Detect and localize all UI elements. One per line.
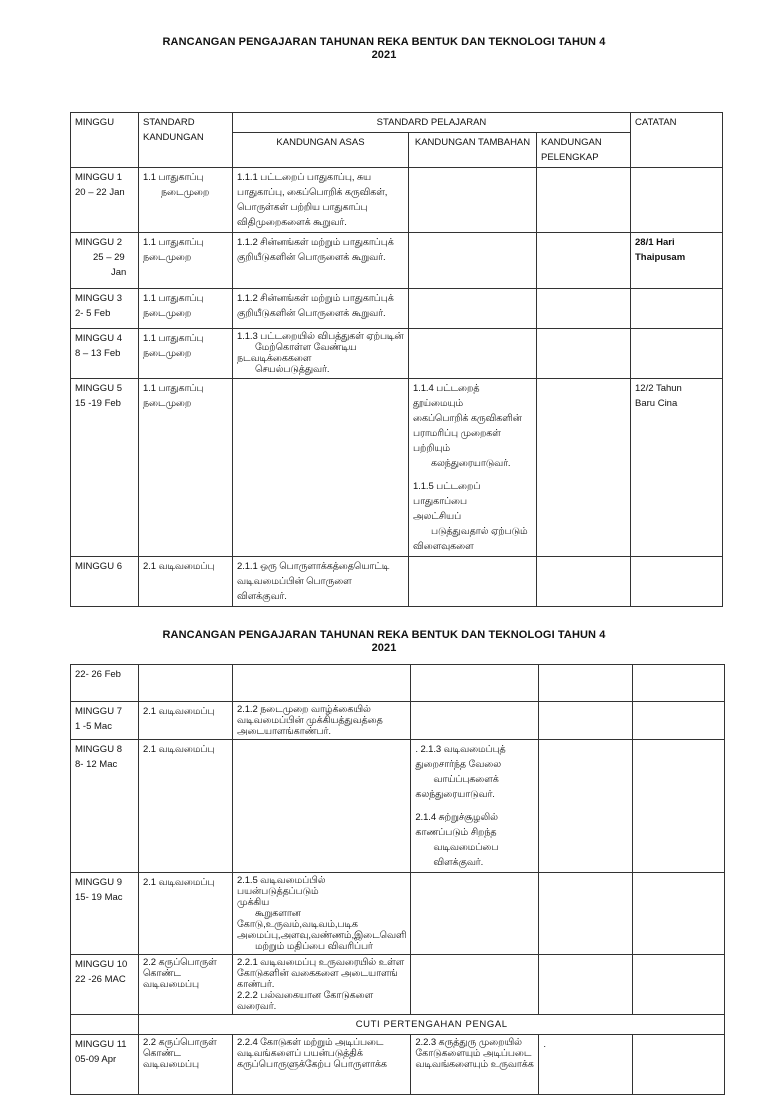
catatan-cell (631, 329, 723, 379)
standard-kandungan-cell (139, 665, 233, 702)
standard-kandungan-cell: 1.1 பாதுகாப்பு நடைமுறை (139, 233, 233, 289)
table-row (71, 168, 723, 233)
kandungan-pelengkap-cell (539, 873, 633, 955)
week-cell: MINGGU 11 05-09 Apr (71, 1035, 139, 1095)
catatan-cell (631, 289, 723, 329)
kandungan-tambahan-cell (409, 233, 537, 289)
kandungan-asas-cell: 2.2.4 கோடுகள் மற்றும் அடிப்படை வடிவங்களைப் பயன்படுத்திக் கருப்பொருளுக்கேற்ப பொருளாக்க (233, 1035, 411, 1095)
page-title (0, 36, 768, 62)
catatan-cell (633, 665, 725, 702)
week-cell: MINGGU 2 25 – 29 Jan (71, 233, 139, 289)
header-catatan: CATATAN (631, 113, 723, 168)
kandungan-tambahan-cell (411, 665, 539, 702)
holiday-band: CUTI PERTENGAHAN PENGAL (139, 1015, 725, 1035)
week-cell: MINGGU 5 15 -19 Feb (71, 379, 139, 557)
kandungan-asas-cell: 1.1.3 பட்டறையில் விபத்துகள் ஏற்படின் மேற்கொள்ள வேண்டிய நடவடிக்கைகளை செயல்படுத்துவர். (233, 329, 409, 379)
kandungan-asas-cell: 1.1.1 பட்டறைப் பாதுகாப்பு, சுய பாதுகாப்பு, கைப்பொறிக் கருவிகள், பொருள்கள் பற்றிய பாதுகாப்பு விதிமுறைகளைக் கூறுவர். (233, 168, 409, 233)
catatan-cell (633, 702, 725, 740)
standard-kandungan-cell: 1.1 பாதுகாப்பு நடைமுறை (139, 168, 233, 233)
week-cell: MINGGU 10 22 -26 MAC (71, 955, 139, 1015)
document-year: 2021 (371, 49, 397, 61)
table-row (71, 665, 725, 702)
catatan-cell: 12/2 Tahun Baru Cina (631, 379, 723, 557)
table-row (71, 233, 723, 289)
document-title: RANCANGAN PENGAJARAN TAHUNAN REKA BENTUK DAN TEKNOLOGI TAHUN 4 (162, 629, 606, 641)
kandungan-asas-cell (233, 740, 411, 873)
standard-kandungan-cell: 2.2 கருப்பொருள் கொண்ட வடிவமைப்பு (139, 1035, 233, 1095)
catatan-cell (631, 168, 723, 233)
plan-table-page-1 (70, 112, 723, 607)
catatan-cell: 28/1 Hari Thaipusam (631, 233, 723, 289)
week-cell: MINGGU 4 8 – 13 Feb (71, 329, 139, 379)
header-kandungan-pelengkap: KANDUNGAN PELENGKAP (537, 133, 631, 168)
catatan-cell (633, 955, 725, 1015)
table-row (71, 702, 725, 740)
page-title (0, 629, 768, 655)
header-kandungan-asas: KANDUNGAN ASAS (233, 133, 409, 168)
kandungan-asas-cell: 1.1.2 சின்னங்கள் மற்றும் பாதுகாப்புக் குறியீடுகளின் பொருளைக் கூறுவர். (233, 233, 409, 289)
catatan-cell (633, 740, 725, 873)
week-cell: MINGGU 1 20 – 22 Jan (71, 168, 139, 233)
kandungan-pelengkap-cell (537, 329, 631, 379)
kandungan-tambahan-cell (409, 557, 537, 607)
plan-table-page-2 (70, 664, 725, 1095)
standard-kandungan-cell: 2.1 வடிவமைப்பு (139, 557, 233, 607)
kandungan-pelengkap-cell (539, 955, 633, 1015)
standard-kandungan-cell: 2.1 வடிவமைப்பு (139, 740, 233, 873)
kandungan-tambahan-cell (409, 289, 537, 329)
header-minggu: MINGGU (71, 113, 139, 168)
table-row (71, 329, 723, 379)
kandungan-asas-cell (233, 379, 409, 557)
table-row (71, 289, 723, 329)
week-cell: MINGGU 3 2- 5 Feb (71, 289, 139, 329)
kandungan-tambahan-cell (411, 955, 539, 1015)
week-cell (71, 1015, 139, 1035)
kandungan-pelengkap-cell (539, 665, 633, 702)
catatan-cell (631, 557, 723, 607)
table-row (71, 1015, 725, 1035)
table-row (71, 557, 723, 607)
week-cell: MINGGU 7 1 -5 Mac (71, 702, 139, 740)
standard-kandungan-cell: 1.1 பாதுகாப்பு நடைமுறை (139, 329, 233, 379)
standard-kandungan-cell: 2.1 வடிவமைப்பு (139, 702, 233, 740)
kandungan-pelengkap-cell (537, 289, 631, 329)
standard-kandungan-cell: 2.2 கருப்பொருள் கொண்ட வடிவமைப்பு (139, 955, 233, 1015)
kandungan-pelengkap-cell: . (539, 1035, 633, 1095)
week-cell: MINGGU 6 (71, 557, 139, 607)
catatan-cell (633, 873, 725, 955)
kandungan-pelengkap-cell (537, 168, 631, 233)
kandungan-pelengkap-cell (537, 557, 631, 607)
kandungan-asas-cell: 2.1.2 நடைமுறை வாழ்க்கையில் வடிவமைப்பின் முக்கியத்துவத்தை அடையாளங்காண்பர். (233, 702, 411, 740)
header-kandungan-tambahan: KANDUNGAN TAMBAHAN (409, 133, 537, 168)
table-row (71, 1035, 725, 1095)
header-standard-kandungan: STANDARD KANDUNGAN (139, 113, 233, 168)
kandungan-pelengkap-cell (539, 740, 633, 873)
week-cell: MINGGU 9 15- 19 Mac (71, 873, 139, 955)
kandungan-tambahan-cell: 1.1.4 பட்டறைத் தூய்மையும் கைப்பொறிக் கருவிகளின் பராமரிப்பு முறைகள் பற்றியும் கலந்துரையாடுவர். 1.1.5 பட்டறைப் பாதுகாப்பை அலட்சியப் படுத்துவதால் ஏற்படும் விளைவுகளை (409, 379, 537, 557)
document-title: RANCANGAN PENGAJARAN TAHUNAN REKA BENTUK DAN TEKNOLOGI TAHUN 4 (162, 36, 606, 48)
standard-kandungan-cell: 2.1 வடிவமைப்பு (139, 873, 233, 955)
kandungan-tambahan-cell (411, 873, 539, 955)
kandungan-asas-cell: 2.2.1 வடிவமைப்பு உருவரையில் உள்ள கோடுகளின் வகைகளை அடையாளங் காண்பர். 2.2.2 பல்வகையான கோடுகளை வரைவர். (233, 955, 411, 1015)
kandungan-pelengkap-cell (539, 702, 633, 740)
standard-kandungan-cell: 1.1 பாதுகாப்பு நடைமுறை (139, 379, 233, 557)
kandungan-asas-cell (233, 665, 411, 702)
standard-kandungan-cell: 1.1 பாதுகாப்பு நடைமுறை (139, 289, 233, 329)
catatan-cell (633, 1035, 725, 1095)
week-cell: 22- 26 Feb (71, 665, 139, 702)
document-year: 2021 (371, 642, 397, 654)
kandungan-tambahan-cell: . 2.1.3 வடிவமைப்புத் துறைசார்ந்த வேலை வாய்ப்புகளைக் கலந்துரையாடுவர். 2.1.4 சுற்றுச்சூழலில் காணப்படும் சிறந்த வடிவமைப்பை விளக்குவர். (411, 740, 539, 873)
kandungan-pelengkap-cell (537, 379, 631, 557)
week-cell: MINGGU 8 8- 12 Mac (71, 740, 139, 873)
kandungan-tambahan-cell (411, 702, 539, 740)
kandungan-asas-cell: 2.1.1 ஒரு பொருளாக்கத்தையொட்டி வடிவமைப்பின் பொருளை விளக்குவர். (233, 557, 409, 607)
table-row (71, 955, 725, 1015)
header-standard-pelajaran: STANDARD PELAJARAN (233, 113, 631, 133)
kandungan-pelengkap-cell (537, 233, 631, 289)
kandungan-asas-cell: 1.1.2 சின்னங்கள் மற்றும் பாதுகாப்புக் குறியீடுகளின் பொருளைக் கூறுவர். (233, 289, 409, 329)
table-row (71, 740, 725, 873)
kandungan-tambahan-cell (409, 329, 537, 379)
kandungan-tambahan-cell: 2.2.3 கருத்துரு முறையில் கோடுகளையும் அடிப்படை வடிவங்களையும் உருவாக்க (411, 1035, 539, 1095)
kandungan-tambahan-cell (409, 168, 537, 233)
table-row (71, 873, 725, 955)
kandungan-asas-cell: 2.1.5 வடிவமைப்பில் பயன்படுத்தப்படும் முக்கிய கூறுகளான கோடு,உருவம்,வடிவம்,படிக அமைப்பு,அளவு,வண்ணம்,இடைவெளி மற்றும் மதிப்பை விவரிப்பர் (233, 873, 411, 955)
table-row (71, 379, 723, 557)
